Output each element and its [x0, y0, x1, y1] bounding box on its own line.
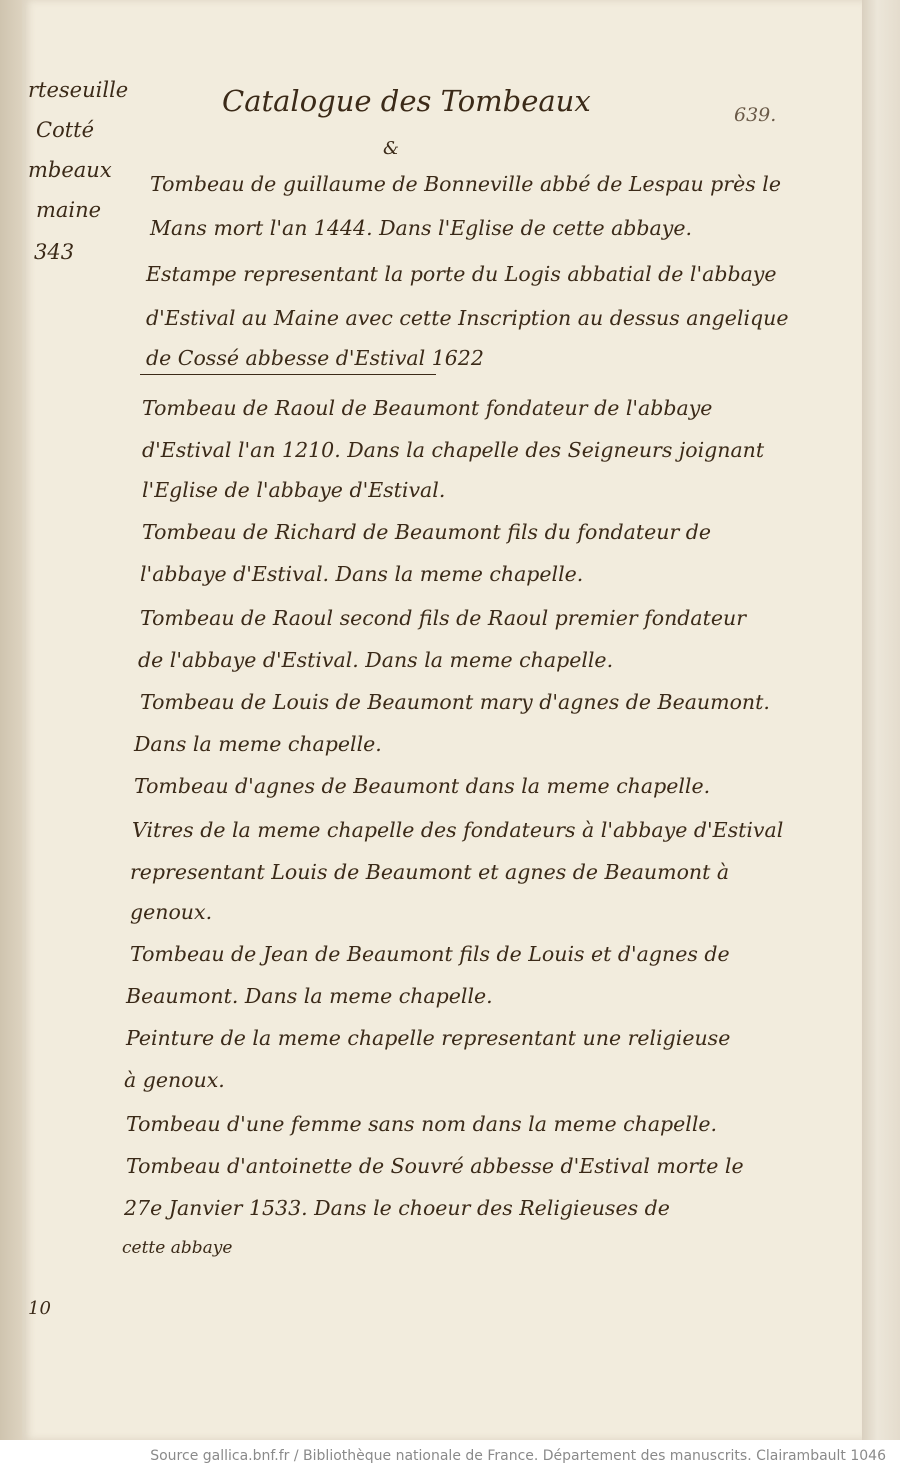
entry-line: cette abbaye: [122, 1238, 233, 1258]
margin-note-line: mbeaux: [28, 158, 112, 182]
entry-line: genoux.: [130, 900, 213, 924]
entry-line: representant Louis de Beaumont et agnes de Beaumont à: [130, 860, 730, 884]
entry-line: à genoux.: [124, 1068, 225, 1092]
entry-line: Dans la meme chapelle.: [134, 732, 382, 756]
margin-note-line: rteseuille: [28, 78, 129, 102]
entry-line: Tombeau de Raoul de Beaumont fondateur de l'abbaye: [142, 396, 713, 420]
catalogue-title: Catalogue des Tombeaux: [222, 84, 591, 118]
entry-line: Tombeau d'antoinette de Souvré abbesse d'Estival morte le: [126, 1154, 744, 1178]
entry-line: Peinture de la meme chapelle representant une religieuse: [126, 1026, 731, 1050]
entry-line: de Cossé abbesse d'Estival 1622: [146, 346, 484, 370]
entry-line: Beaumont. Dans la meme chapelle.: [126, 984, 493, 1008]
margin-note-line: maine: [36, 198, 102, 222]
page-marker: 10: [28, 1298, 51, 1319]
entry-line: Tombeau de Jean de Beaumont fils de Louis et d'agnes de: [130, 942, 730, 966]
entry-line: l'abbaye d'Estival. Dans la meme chapelle.: [140, 562, 584, 586]
entry-line: Tombeau d'agnes de Beaumont dans la meme chapelle.: [134, 774, 711, 798]
entry-line: Tombeau de Raoul second fils de Raoul premier fondateur: [140, 606, 747, 630]
margin-note-line: Cotté: [36, 118, 95, 142]
page-edge: [862, 0, 900, 1440]
entry-line: Tombeau de Richard de Beaumont fils du fondateur de: [142, 520, 712, 544]
entry-line: l'Eglise de l'abbaye d'Estival.: [142, 478, 446, 502]
entry-line: 27e Janvier 1533. Dans le choeur des Religieuses de: [124, 1196, 670, 1220]
underline-rule: [140, 374, 436, 375]
entry-line: Tombeau d'une femme sans nom dans la meme chapelle.: [126, 1112, 718, 1136]
entry-line: Tombeau de Louis de Beaumont mary d'agnes de Beaumont.: [140, 690, 770, 714]
entry-line: Estampe representant la porte du Logis abbatial de l'abbaye: [146, 262, 777, 286]
entry-line: de l'abbaye d'Estival. Dans la meme chapelle.: [138, 648, 614, 672]
source-footer: [0, 1440, 900, 1472]
entry-line: d'Estival au Maine avec cette Inscription au dessus angelique: [146, 306, 789, 330]
entry-line: d'Estival l'an 1210. Dans la chapelle des Seigneurs joignant: [142, 438, 765, 462]
entry-line: Tombeau de guillaume de Bonneville abbé de Lespau près le: [150, 172, 781, 196]
folio-number: 639.: [734, 104, 777, 126]
title-ampersand: &: [383, 138, 400, 159]
margin-note-line: 343: [34, 240, 75, 264]
footer-text: Source gallica.bnf.fr / Bibliothèque nationale de France. Département des manuscrits. Clairambault 1046: [150, 1448, 886, 1464]
entry-line: Vitres de la meme chapelle des fondateurs à l'abbaye d'Estival: [132, 818, 784, 842]
entry-line: Mans mort l'an 1444. Dans l'Eglise de cette abbaye.: [150, 216, 693, 240]
binding-gutter: [0, 0, 22, 1440]
